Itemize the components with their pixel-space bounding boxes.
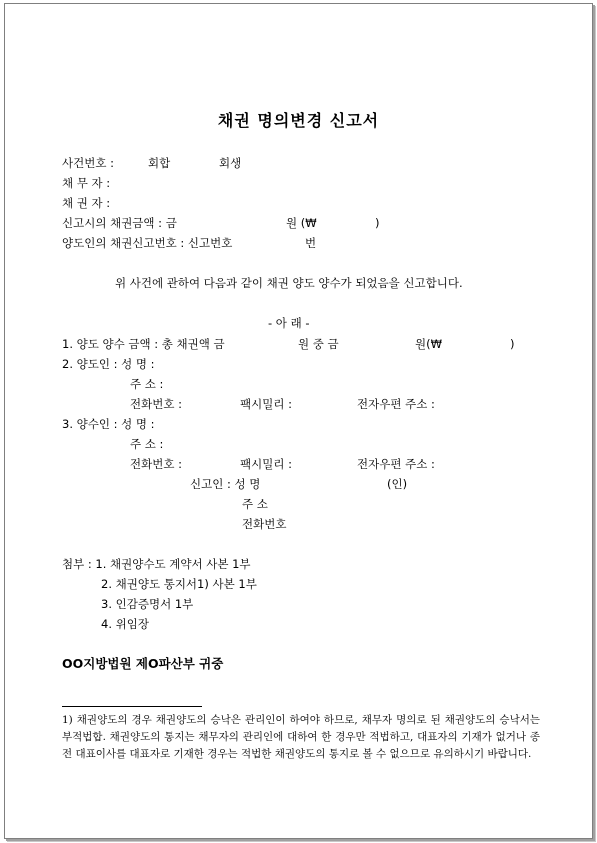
item1-won: 원(₩ — [415, 337, 442, 351]
reporter-name-label: 신고인 : 성 명 — [190, 477, 261, 491]
assignee-phone-label: 전화번호 : — [130, 457, 182, 471]
attachment-item: 3. 인감증명서 1부 — [101, 597, 194, 611]
reporter-address-label: 주 소 — [242, 497, 268, 511]
creditor-label: 채 권 자 : — [62, 196, 111, 210]
attachments-label: 첨부 : 1. 채권양수도 계약서 사본 1부 — [62, 557, 251, 571]
attachment-item: 2. 채권양도 통지서1) 사본 1부 — [101, 577, 257, 591]
assignor-name-label: 2. 양도인 : 성 명 : — [62, 357, 155, 371]
item1-label: 1. 양도 양수 금액 : 총 채권액 금 — [62, 337, 225, 351]
assignee-email-label: 전자우편 주소 : — [357, 457, 435, 471]
assignor-report-label: 양도인의 채권신고번호 : 신고번호 — [62, 236, 233, 250]
assignor-email-label: 전자우편 주소 : — [357, 397, 435, 411]
reporter-phone-label: 전화번호 — [242, 517, 287, 531]
footnote-divider — [62, 706, 202, 707]
footnote: 1) 채권양도의 경우 채권양도의 승낙은 관리인이 하여야 하므로, 채무자 명의로 된 채권양도의 승낙서는 부적법합. 채권양도의 통지는 채무자의 관리인에 대하여 한 경우만 적법하고, 대표자의 기재가 없거나 종전 대표이사를 대표자로 기재한 경우는 적법한 채권양도의 통지로 볼 수 없으므로 유의하시기 바랍니다. — [62, 714, 540, 760]
below-heading: - 아 래 - — [268, 316, 310, 330]
assignee-fax-label: 팩시밀리 : — [240, 457, 292, 471]
document-title: 채권 명의변경 신고서 — [217, 111, 380, 130]
case-type: 회생 — [219, 156, 242, 170]
attachment-item: 4. 위임장 — [101, 617, 149, 631]
assignee-address-label: 주 소 : — [130, 437, 164, 451]
reporter-seal: (인) — [387, 477, 408, 491]
assignor-phone-label: 전화번호 : — [130, 397, 182, 411]
item1-close: ) — [510, 337, 515, 351]
assignee-name-label: 3. 양수인 : 성 명 : — [62, 417, 155, 431]
case-number-label: 사건번호 : — [62, 156, 114, 170]
debtor-label: 채 무 자 : — [62, 176, 111, 190]
claim-amount-won: 원 (₩ — [286, 216, 317, 230]
intro-text: 위 사건에 관하여 다음과 같이 채권 양도 양수가 되었음을 신고합니다. — [115, 276, 463, 290]
item1-middle: 원 중 금 — [298, 337, 339, 351]
case-court-type: 회합 — [148, 156, 171, 170]
assignor-report-unit: 번 — [305, 236, 317, 250]
claim-amount-label: 신고시의 채권금액 : 금 — [62, 216, 177, 230]
court-recipient: OO지방법원 제O파산부 귀중 — [62, 656, 224, 671]
assignor-fax-label: 팩시밀리 : — [240, 397, 292, 411]
assignor-address-label: 주 소 : — [130, 377, 164, 391]
claim-amount-close: ) — [375, 216, 380, 230]
